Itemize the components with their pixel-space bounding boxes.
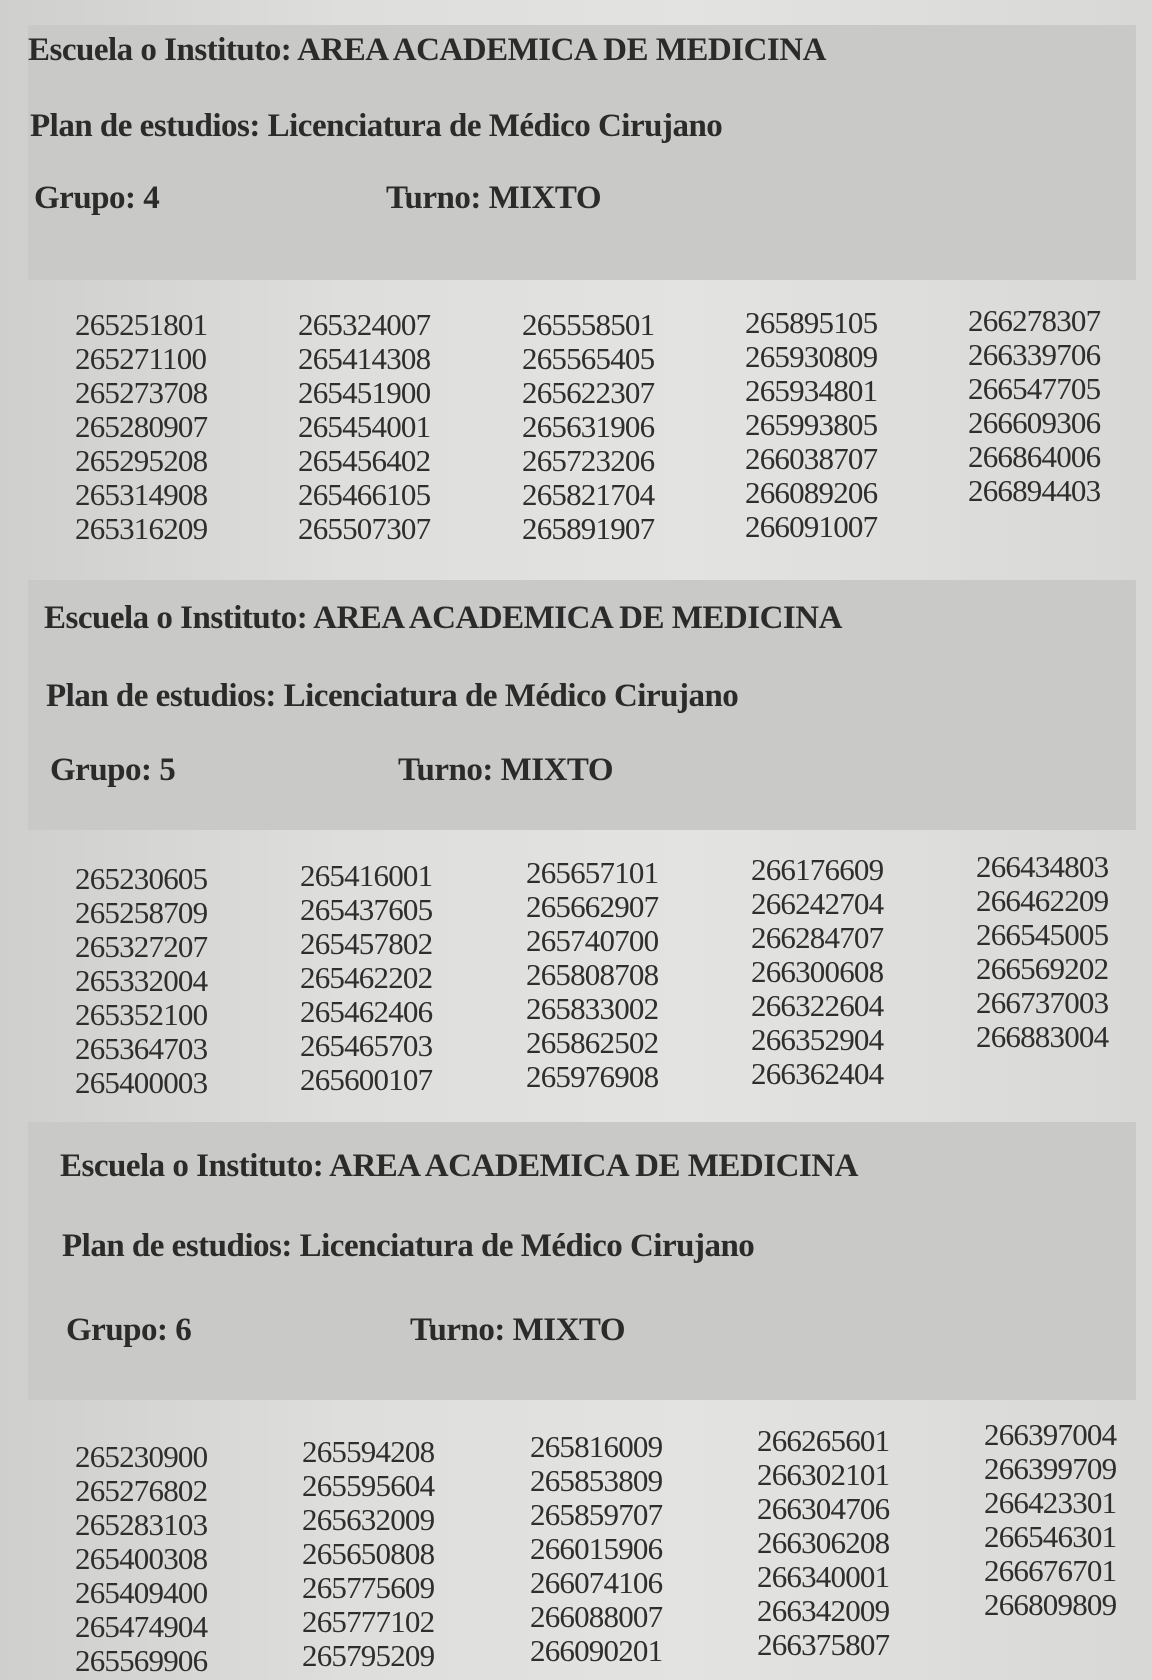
plan-value: Licenciatura de Médico Cirujano (299, 1228, 755, 1264)
grupo-value: 6 (175, 1312, 192, 1348)
student-id: 265662907 (526, 889, 659, 924)
student-id: 266423301 (984, 1485, 1117, 1520)
student-id: 266809809 (984, 1587, 1117, 1622)
student-id: 265283103 (75, 1507, 208, 1542)
student-id: 265456402 (298, 443, 431, 478)
student-id: 265775609 (302, 1570, 435, 1605)
student-id: 265723206 (522, 443, 655, 478)
student-id: 265631906 (522, 409, 655, 444)
student-id: 265565405 (522, 341, 655, 376)
turno-line (410, 1312, 625, 1349)
student-id: 265280907 (75, 409, 208, 444)
student-id: 265740700 (526, 923, 659, 958)
student-id: 265777102 (302, 1604, 435, 1639)
student-id: 265993805 (745, 407, 878, 442)
student-id: 266342009 (757, 1593, 890, 1628)
student-id: 265462406 (300, 994, 433, 1029)
student-id: 266399709 (984, 1451, 1117, 1486)
student-id: 265853809 (530, 1463, 663, 1498)
escuela-label: Escuela o Instituto: (60, 1148, 324, 1184)
student-id: 266300608 (751, 954, 884, 989)
student-id: 266352904 (751, 1022, 884, 1057)
student-id: 266434803 (976, 849, 1109, 884)
student-id: 265364703 (75, 1031, 208, 1066)
student-id: 266089206 (745, 475, 878, 510)
student-id: 265316209 (75, 511, 208, 546)
student-id: 266864006 (968, 439, 1101, 474)
student-id: 265258709 (75, 895, 208, 930)
student-id: 266302101 (757, 1457, 890, 1492)
student-id: 265594208 (302, 1434, 435, 1469)
student-id: 265569906 (75, 1643, 208, 1678)
student-id: 265808708 (526, 957, 659, 992)
student-id: 266737003 (976, 985, 1109, 1020)
plan-value: Licenciatura de Médico Cirujano (267, 108, 723, 144)
student-id: 265558501 (522, 307, 655, 342)
student-id: 266306208 (757, 1525, 890, 1560)
student-id: 266462209 (976, 883, 1109, 918)
turno-label: Turno: (398, 752, 493, 788)
grupo-label: Grupo: (34, 180, 136, 216)
student-id: 266569202 (976, 951, 1109, 986)
id-column (530, 1430, 662, 1668)
student-id: 266088007 (530, 1599, 663, 1634)
id-column (75, 1440, 207, 1678)
id-column (302, 1435, 434, 1673)
student-id: 265437605 (300, 892, 433, 927)
student-id: 266340001 (757, 1559, 890, 1594)
student-id: 265934801 (745, 373, 878, 408)
turno-label: Turno: (386, 180, 481, 216)
student-id: 265409400 (75, 1575, 208, 1610)
student-id: 265795209 (302, 1638, 435, 1673)
student-id: 266375807 (757, 1627, 890, 1662)
student-id: 266322604 (751, 988, 884, 1023)
id-column (984, 1418, 1116, 1622)
student-id: 266609306 (968, 405, 1101, 440)
student-id: 266015906 (530, 1531, 663, 1566)
student-id: 265457802 (300, 926, 433, 961)
student-id: 265400308 (75, 1541, 208, 1576)
student-id: 265650808 (302, 1536, 435, 1571)
student-id: 265276802 (75, 1473, 208, 1508)
student-id: 266883004 (976, 1019, 1109, 1054)
escuela-value: AREA ACADEMICA DE MEDICINA (297, 32, 826, 68)
plan-value: Licenciatura de Médico Cirujano (283, 678, 739, 714)
student-id: 265622307 (522, 375, 655, 410)
student-id: 265833002 (526, 991, 659, 1026)
student-id: 265327207 (75, 929, 208, 964)
student-id: 266676701 (984, 1553, 1117, 1588)
student-id: 266546301 (984, 1519, 1117, 1554)
student-id: 266090201 (530, 1633, 663, 1668)
student-id: 265416001 (300, 858, 433, 893)
student-id: 265595604 (302, 1468, 435, 1503)
turno-label: Turno: (410, 1312, 505, 1348)
student-id: 265324007 (298, 307, 431, 342)
plan-label: Plan de estudios: (46, 678, 276, 714)
student-id: 266176609 (751, 852, 884, 887)
student-id: 265462202 (300, 960, 433, 995)
student-id: 265600107 (300, 1062, 433, 1097)
student-id: 266894403 (968, 473, 1101, 508)
turno-value: MIXTO (500, 752, 613, 788)
student-id: 265273708 (75, 375, 208, 410)
student-id: 265862502 (526, 1025, 659, 1060)
plan-label: Plan de estudios: (62, 1228, 292, 1264)
student-id: 265295208 (75, 443, 208, 478)
turno-value: MIXTO (488, 180, 601, 216)
student-id: 266397004 (984, 1417, 1117, 1452)
student-id: 265451900 (298, 375, 431, 410)
student-id: 266242704 (751, 886, 884, 921)
student-id: 266284707 (751, 920, 884, 955)
student-id: 265632009 (302, 1502, 435, 1537)
plan-label: Plan de estudios: (30, 108, 260, 144)
student-id: 265976908 (526, 1059, 659, 1094)
grupo-value: 4 (143, 180, 160, 216)
student-id: 265230605 (75, 861, 208, 896)
grupo-line (66, 1312, 191, 1349)
student-id: 265816009 (530, 1429, 663, 1464)
student-id: 266545005 (976, 917, 1109, 952)
student-id: 265657101 (526, 855, 659, 890)
student-id: 266091007 (745, 509, 878, 544)
escuela-label: Escuela o Instituto: (28, 32, 292, 68)
student-id: 265230900 (75, 1439, 208, 1474)
student-id: 265821704 (522, 477, 655, 512)
student-id: 265895105 (745, 305, 878, 340)
student-id: 265859707 (530, 1497, 663, 1532)
student-id: 266304706 (757, 1491, 890, 1526)
student-id: 265507307 (298, 511, 431, 546)
student-id: 265352100 (75, 997, 208, 1032)
student-id: 265454001 (298, 409, 431, 444)
grupo-label: Grupo: (50, 752, 152, 788)
student-id: 265271100 (75, 341, 207, 376)
student-id: 265930809 (745, 339, 878, 374)
student-id: 265400003 (75, 1065, 208, 1100)
student-id: 265414308 (298, 341, 431, 376)
student-id: 266074106 (530, 1565, 663, 1600)
id-column (757, 1424, 889, 1662)
student-id: 266362404 (751, 1056, 884, 1091)
grupo-label: Grupo: (66, 1312, 168, 1348)
student-id: 265474904 (75, 1609, 208, 1644)
student-id: 265332004 (75, 963, 208, 998)
escuela-value: AREA ACADEMICA DE MEDICINA (313, 600, 842, 636)
student-id: 266265601 (757, 1423, 890, 1458)
student-id: 265314908 (75, 477, 208, 512)
plan-line (62, 1228, 754, 1265)
student-id: 265466105 (298, 477, 431, 512)
student-id: 266547705 (968, 371, 1101, 406)
student-id: 265465703 (300, 1028, 433, 1063)
escuela-label: Escuela o Instituto: (44, 600, 308, 636)
student-id: 266278307 (968, 303, 1101, 338)
escuela-line (60, 1148, 858, 1185)
student-id: 266339706 (968, 337, 1101, 372)
student-id: 265251801 (75, 307, 208, 342)
turno-value: MIXTO (512, 1312, 625, 1348)
grupo-value: 5 (159, 752, 176, 788)
student-id: 265891907 (522, 511, 655, 546)
escuela-value: AREA ACADEMICA DE MEDICINA (329, 1148, 858, 1184)
student-id: 266038707 (745, 441, 878, 476)
